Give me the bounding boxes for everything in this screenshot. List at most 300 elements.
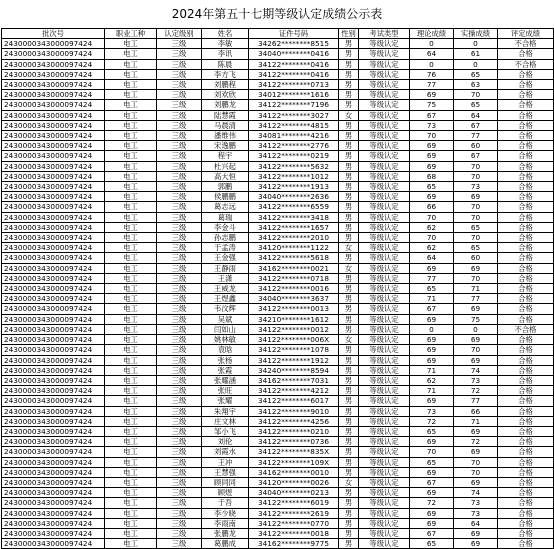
cell-level: 三级	[157, 80, 202, 90]
cell-level: 三级	[157, 457, 202, 467]
cell-theory: 69	[410, 396, 454, 406]
cell-batch: 2430000343000097424	[2, 80, 105, 90]
cell-trade: 电工	[105, 233, 157, 243]
cell-batch: 2430000343000097424	[2, 508, 105, 518]
cell-id: 34122********6019	[249, 498, 339, 508]
cell-gender: 男	[339, 39, 359, 49]
cell-result: 合格	[498, 253, 554, 263]
cell-name: 王潇	[202, 273, 249, 283]
cell-id: 34162********7031	[249, 375, 339, 385]
cell-theory: 69	[410, 90, 454, 100]
table-row	[2, 171, 554, 181]
cell-trade: 电工	[105, 528, 157, 538]
cell-trade: 电工	[105, 273, 157, 283]
cell-level: 三级	[157, 110, 202, 120]
cell-theory: 69	[410, 508, 454, 518]
cell-id: 34122********5618	[249, 253, 339, 263]
cell-practical: 74	[454, 365, 498, 375]
cell-batch: 2430000343000097424	[2, 222, 105, 232]
cell-gender: 男	[339, 171, 359, 181]
cell-level: 三级	[157, 508, 202, 518]
cell-gender: 男	[339, 151, 359, 161]
cell-result: 合格	[498, 69, 554, 79]
cell-gender: 男	[339, 457, 359, 467]
cell-id: 34122********4212	[249, 386, 339, 396]
cell-gender: 男	[339, 120, 359, 130]
cell-id: 34122********1078	[249, 345, 339, 355]
cell-gender: 男	[339, 345, 359, 355]
table-row	[2, 324, 554, 334]
cell-id: 34122********2010	[249, 233, 339, 243]
cell-level: 三级	[157, 345, 202, 355]
table-row	[2, 110, 554, 120]
cell-theory: 69	[410, 355, 454, 365]
cell-exam-type: 等级认定	[359, 304, 410, 314]
cell-name: 李雨南	[202, 518, 249, 528]
cell-batch: 2430000343000097424	[2, 284, 105, 294]
cell-practical: 70	[454, 467, 498, 477]
cell-exam-type: 等级认定	[359, 284, 410, 294]
cell-trade: 电工	[105, 90, 157, 100]
cell-gender: 男	[339, 518, 359, 528]
cell-exam-type: 等级认定	[359, 120, 410, 130]
cell-level: 三级	[157, 426, 202, 436]
cell-exam-type: 等级认定	[359, 426, 410, 436]
cell-level: 三级	[157, 69, 202, 79]
cell-trade: 电工	[105, 59, 157, 69]
cell-name: 刘伦	[202, 437, 249, 447]
cell-result: 合格	[498, 457, 554, 467]
cell-id: 34081********4216	[249, 131, 339, 141]
cell-id: 34120********1122	[249, 243, 339, 253]
cell-result: 合格	[498, 396, 554, 406]
col-header-trade: 职业工种	[105, 29, 157, 39]
cell-id: 34122********0416	[249, 59, 339, 69]
cell-id: 34122********0718	[249, 273, 339, 283]
table-row	[2, 90, 554, 100]
cell-level: 三级	[157, 263, 202, 273]
cell-name: 程宇	[202, 151, 249, 161]
cell-name: 高大恒	[202, 171, 249, 181]
cell-theory: 77	[410, 273, 454, 283]
cell-result: 合格	[498, 243, 554, 253]
cell-batch: 2430000343000097424	[2, 161, 105, 171]
cell-gender: 男	[339, 233, 359, 243]
table-row	[2, 161, 554, 171]
cell-id: 34122********0016	[249, 284, 339, 294]
cell-name: 顾同同	[202, 477, 249, 487]
cell-gender: 男	[339, 294, 359, 304]
table-row	[2, 100, 554, 110]
cell-id: 34040********0213	[249, 488, 339, 498]
table-row	[2, 39, 554, 49]
table-row	[2, 273, 554, 283]
cell-name: 孙志鹏	[202, 233, 249, 243]
cell-trade: 电工	[105, 498, 157, 508]
cell-exam-type: 等级认定	[359, 253, 410, 263]
cell-batch: 2430000343000097424	[2, 396, 105, 406]
cell-level: 三级	[157, 477, 202, 487]
cell-gender: 男	[339, 467, 359, 477]
cell-level: 三级	[157, 396, 202, 406]
table-row	[2, 182, 554, 192]
cell-id: 34040********0416	[249, 49, 339, 59]
cell-trade: 电工	[105, 426, 157, 436]
cell-trade: 电工	[105, 406, 157, 416]
cell-level: 三级	[157, 488, 202, 498]
cell-exam-type: 等级认定	[359, 141, 410, 151]
table-row	[2, 233, 554, 243]
cell-trade: 电工	[105, 120, 157, 130]
cell-practical: 70	[454, 161, 498, 171]
cell-name: 邹小飞	[202, 426, 249, 436]
cell-name: 葛瑞	[202, 212, 249, 222]
cell-result: 合格	[498, 90, 554, 100]
cell-level: 三级	[157, 437, 202, 447]
cell-level: 三级	[157, 49, 202, 59]
cell-trade: 电工	[105, 294, 157, 304]
cell-trade: 电工	[105, 365, 157, 375]
cell-name: 张耀	[202, 396, 249, 406]
table-row	[2, 457, 554, 467]
cell-theory: 73	[410, 406, 454, 416]
cell-result: 不合格	[498, 324, 554, 334]
col-header-result: 评定成绩	[498, 29, 554, 39]
cell-result: 合格	[498, 304, 554, 314]
cell-result: 合格	[498, 375, 554, 385]
cell-exam-type: 等级认定	[359, 518, 410, 528]
cell-gender: 男	[339, 49, 359, 59]
table-row	[2, 294, 554, 304]
cell-gender: 男	[339, 212, 359, 222]
cell-id: 34162********9775	[249, 539, 339, 549]
cell-theory: 69	[410, 488, 454, 498]
cell-name: 李金斗	[202, 222, 249, 232]
cell-exam-type: 等级认定	[359, 498, 410, 508]
cell-exam-type: 等级认定	[359, 49, 410, 59]
cell-level: 三级	[157, 131, 202, 141]
cell-batch: 2430000343000097424	[2, 437, 105, 447]
table-row	[2, 284, 554, 294]
cell-level: 三级	[157, 243, 202, 253]
cell-result: 合格	[498, 467, 554, 477]
cell-name: 韦汶辉	[202, 304, 249, 314]
cell-name: 庄文林	[202, 416, 249, 426]
cell-gender: 男	[339, 273, 359, 283]
cell-practical: 70	[454, 273, 498, 283]
table-row	[2, 508, 554, 518]
table-row	[2, 488, 554, 498]
cell-gender: 男	[339, 375, 359, 385]
cell-batch: 2430000343000097424	[2, 59, 105, 69]
cell-id: 34122********3027	[249, 110, 339, 120]
cell-result: 合格	[498, 406, 554, 416]
cell-gender: 男	[339, 182, 359, 192]
cell-name: 李少晓	[202, 508, 249, 518]
cell-practical: 65	[454, 69, 498, 79]
cell-name: 王静雨	[202, 263, 249, 273]
cell-level: 三级	[157, 212, 202, 222]
cell-batch: 2430000343000097424	[2, 406, 105, 416]
cell-result: 合格	[498, 192, 554, 202]
cell-id: 34162********0010	[249, 467, 339, 477]
cell-gender: 男	[339, 202, 359, 212]
cell-practical: 69	[454, 477, 498, 487]
cell-name: 张霞	[202, 365, 249, 375]
table-body	[2, 39, 554, 549]
cell-id: 34040********2636	[249, 192, 339, 202]
cell-theory: 65	[410, 457, 454, 467]
cell-gender: 男	[339, 131, 359, 141]
cell-exam-type: 等级认定	[359, 375, 410, 385]
cell-theory: 71	[410, 365, 454, 375]
cell-practical: 77	[454, 396, 498, 406]
table-row	[2, 477, 554, 487]
cell-exam-type: 等级认定	[359, 335, 410, 345]
results-table	[1, 28, 554, 549]
cell-gender: 男	[339, 539, 359, 549]
cell-practical: 60	[454, 253, 498, 263]
cell-batch: 2430000343000097424	[2, 171, 105, 181]
cell-level: 三级	[157, 141, 202, 151]
cell-theory: 0	[410, 324, 454, 334]
cell-level: 三级	[157, 100, 202, 110]
cell-name: 李方飞	[202, 69, 249, 79]
cell-theory: 70	[410, 212, 454, 222]
cell-name: 潘维伟	[202, 131, 249, 141]
cell-practical: 69	[454, 426, 498, 436]
cell-result: 合格	[498, 233, 554, 243]
cell-level: 三级	[157, 192, 202, 202]
cell-exam-type: 等级认定	[359, 314, 410, 324]
cell-result: 合格	[498, 528, 554, 538]
cell-trade: 电工	[105, 477, 157, 487]
col-header-batch: 批次号	[2, 29, 105, 39]
cell-theory: 70	[410, 233, 454, 243]
cell-id: 34162********0021	[249, 263, 339, 273]
cell-practical: 70	[454, 202, 498, 212]
table-row	[2, 416, 554, 426]
table-row	[2, 263, 554, 273]
cell-name: 闫如山	[202, 324, 249, 334]
table-row	[2, 406, 554, 416]
cell-theory: 69	[410, 263, 454, 273]
cell-level: 三级	[157, 39, 202, 49]
cell-batch: 2430000343000097424	[2, 324, 105, 334]
cell-trade: 电工	[105, 324, 157, 334]
col-header-name: 姓名	[202, 29, 249, 39]
cell-batch: 2430000343000097424	[2, 488, 105, 498]
cell-practical: 65	[454, 243, 498, 253]
cell-gender: 男	[339, 426, 359, 436]
cell-exam-type: 等级认定	[359, 263, 410, 273]
cell-batch: 2430000343000097424	[2, 69, 105, 79]
cell-result: 合格	[498, 284, 554, 294]
cell-result: 合格	[498, 294, 554, 304]
cell-name: 马晨清	[202, 120, 249, 130]
cell-theory: 69	[410, 314, 454, 324]
cell-theory: 69	[410, 467, 454, 477]
cell-id: 34122********0018	[249, 528, 339, 538]
cell-exam-type: 等级认定	[359, 59, 410, 69]
cell-trade: 电工	[105, 488, 157, 498]
cell-result: 合格	[498, 345, 554, 355]
cell-name: 王煜鑫	[202, 294, 249, 304]
cell-theory: 69	[410, 192, 454, 202]
cell-level: 三级	[157, 447, 202, 457]
cell-result: 合格	[498, 498, 554, 508]
table-row	[2, 467, 554, 477]
cell-gender: 男	[339, 365, 359, 375]
cell-result: 合格	[498, 335, 554, 345]
cell-trade: 电工	[105, 192, 157, 202]
cell-gender: 男	[339, 284, 359, 294]
table-row	[2, 375, 554, 385]
cell-batch: 2430000343000097424	[2, 131, 105, 141]
cell-trade: 电工	[105, 222, 157, 232]
cell-batch: 2430000343000097424	[2, 273, 105, 283]
cell-exam-type: 等级认定	[359, 233, 410, 243]
cell-result: 合格	[498, 314, 554, 324]
cell-practical: 69	[454, 335, 498, 345]
cell-id: 34122********0736	[249, 437, 339, 447]
cell-trade: 电工	[105, 212, 157, 222]
cell-result: 合格	[498, 488, 554, 498]
cell-result: 合格	[498, 386, 554, 396]
cell-name: 王慧强	[202, 467, 249, 477]
table-row	[2, 345, 554, 355]
cell-theory: 75	[410, 100, 454, 110]
cell-id: 34122********4815	[249, 120, 339, 130]
cell-gender: 男	[339, 192, 359, 202]
cell-id: 34122********3418	[249, 212, 339, 222]
cell-name: 于吾	[202, 498, 249, 508]
cell-id: 34262********8515	[249, 39, 339, 49]
cell-exam-type: 等级认定	[359, 110, 410, 120]
cell-practical: 69	[454, 304, 498, 314]
cell-exam-type: 等级认定	[359, 457, 410, 467]
cell-gender: 男	[339, 69, 359, 79]
table-row	[2, 192, 554, 202]
cell-gender: 男	[339, 386, 359, 396]
col-header-id: 证件号码	[249, 29, 339, 39]
cell-result: 合格	[498, 49, 554, 59]
cell-name: 葛志远	[202, 202, 249, 212]
cell-batch: 2430000343000097424	[2, 528, 105, 538]
cell-exam-type: 等级认定	[359, 273, 410, 283]
cell-exam-type: 等级认定	[359, 386, 410, 396]
cell-practical: 65	[454, 222, 498, 232]
cell-theory: 69	[410, 345, 454, 355]
cell-name: 侯鹏鹏	[202, 192, 249, 202]
cell-practical: 69	[454, 355, 498, 365]
cell-exam-type: 等级认定	[359, 39, 410, 49]
cell-level: 三级	[157, 161, 202, 171]
col-header-practical: 实操成绩	[454, 29, 498, 39]
cell-name: 王威龙	[202, 284, 249, 294]
cell-level: 三级	[157, 365, 202, 375]
cell-theory: 66	[410, 202, 454, 212]
cell-result: 合格	[498, 416, 554, 426]
cell-exam-type: 等级认定	[359, 437, 410, 447]
cell-result: 合格	[498, 355, 554, 365]
cell-trade: 电工	[105, 110, 157, 120]
cell-practical: 71	[454, 284, 498, 294]
cell-trade: 电工	[105, 69, 157, 79]
cell-theory: 64	[410, 253, 454, 263]
cell-trade: 电工	[105, 284, 157, 294]
cell-trade: 电工	[105, 355, 157, 365]
cell-exam-type: 等级认定	[359, 161, 410, 171]
cell-name: 郭鹏	[202, 182, 249, 192]
cell-id: 34122********0416	[249, 69, 339, 79]
cell-exam-type: 等级认定	[359, 528, 410, 538]
table-row	[2, 396, 554, 406]
cell-level: 三级	[157, 151, 202, 161]
cell-exam-type: 等级认定	[359, 477, 410, 487]
cell-name: 李敏	[202, 39, 249, 49]
cell-practical: 73	[454, 182, 498, 192]
table-row	[2, 151, 554, 161]
table-row	[2, 304, 554, 314]
cell-id: 34122********9010	[249, 406, 339, 416]
cell-exam-type: 等级认定	[359, 508, 410, 518]
cell-level: 三级	[157, 406, 202, 416]
cell-exam-type: 等级认定	[359, 192, 410, 202]
cell-level: 三级	[157, 335, 202, 345]
cell-name: 朱翔宇	[202, 406, 249, 416]
table-row	[2, 202, 554, 212]
cell-trade: 电工	[105, 182, 157, 192]
cell-batch: 2430000343000097424	[2, 120, 105, 130]
table-row	[2, 498, 554, 508]
cell-theory: 67	[410, 477, 454, 487]
cell-exam-type: 等级认定	[359, 345, 410, 355]
cell-theory: 67	[410, 304, 454, 314]
cell-gender: 男	[339, 141, 359, 151]
cell-exam-type: 等级认定	[359, 539, 410, 549]
cell-theory: 70	[410, 131, 454, 141]
cell-name: 张杨	[202, 355, 249, 365]
cell-theory: 67	[410, 528, 454, 538]
cell-practical: 77	[454, 131, 498, 141]
cell-exam-type: 等级认定	[359, 100, 410, 110]
cell-exam-type: 等级认定	[359, 396, 410, 406]
cell-exam-type: 等级认定	[359, 212, 410, 222]
cell-id: 34122********1012	[249, 171, 339, 181]
cell-id: 34122********1913	[249, 182, 339, 192]
cell-trade: 电工	[105, 416, 157, 426]
cell-id: 34122********2619	[249, 508, 339, 518]
cell-result: 合格	[498, 518, 554, 528]
cell-batch: 2430000343000097424	[2, 375, 105, 385]
cell-trade: 电工	[105, 457, 157, 467]
cell-batch: 2430000343000097424	[2, 294, 105, 304]
cell-batch: 2430000343000097424	[2, 426, 105, 436]
cell-exam-type: 等级认定	[359, 406, 410, 416]
cell-trade: 电工	[105, 304, 157, 314]
cell-name: 张鹏龙	[202, 528, 249, 538]
cell-practical: 70	[454, 171, 498, 181]
cell-batch: 2430000343000097424	[2, 477, 105, 487]
cell-result: 合格	[498, 508, 554, 518]
cell-practical: 60	[454, 141, 498, 151]
cell-batch: 2430000343000097424	[2, 335, 105, 345]
cell-theory: 70	[410, 447, 454, 457]
cell-theory: 65	[410, 182, 454, 192]
cell-batch: 2430000343000097424	[2, 202, 105, 212]
cell-practical: 70	[454, 233, 498, 243]
